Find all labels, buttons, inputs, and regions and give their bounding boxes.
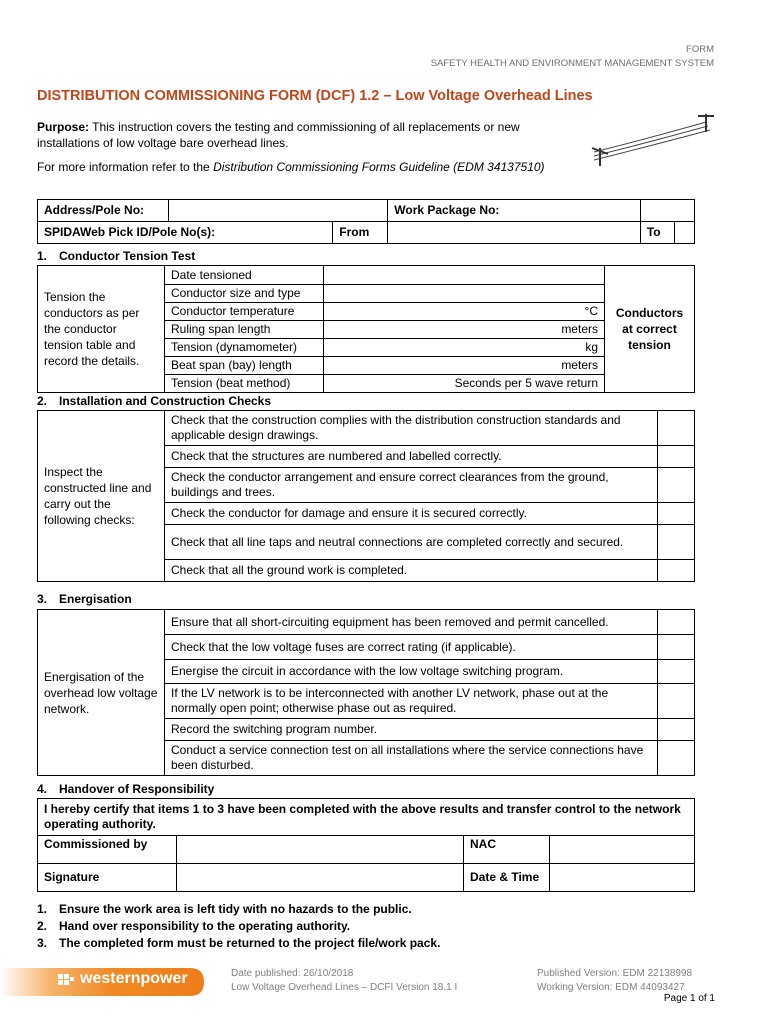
guideline-reference: Distribution Commissioning Forms Guideline (EDM 34137510) [213,160,545,174]
tension-row-label: Tension (beat method) [165,375,324,393]
check-item: Check that the low voltage fuses are correct rating (if applicable). [165,635,658,660]
commissioned-by-field[interactable] [177,836,464,864]
list-item: 2. Hand over responsibility to the operating authority. [37,919,351,933]
check-item: If the LV network is to be interconnected with another LV network, phase out at the normally open point; otherwise phase out as required. [165,684,658,719]
tension-row-value[interactable]: °C [324,303,605,321]
check-box[interactable] [658,411,695,446]
nac-field[interactable] [550,836,695,864]
check-item: Check that the structures are numbered and labelled correctly. [165,446,658,468]
tension-row-value[interactable]: meters [324,321,605,339]
installation-checks-table [37,410,695,582]
date-time-field[interactable] [550,864,695,892]
check-box[interactable] [658,741,695,776]
work-package-field[interactable] [640,200,694,222]
work-package-label: Work Package No: [388,200,641,222]
check-item: Ensure that all short-circuiting equipment has been removed and permit cancelled. [165,610,658,635]
from-field[interactable] [388,222,641,244]
form-title: DISTRIBUTION COMMISSIONING FORM (DCF) 1.2 – Low Voltage Overhead Lines [37,88,593,104]
energisation-table [37,609,695,776]
check-item: Energise the circuit in accordance with the low voltage switching program. [165,660,658,684]
section-1-instruction: Tension the conductors as per the conductor tension table and record the details. [38,266,165,393]
check-item: Conduct a service connection test on all installations where the service connections have been disturbed. [165,741,658,776]
tension-row-value[interactable]: meters [324,357,605,375]
check-item: Record the switching program number. [165,719,658,741]
document-header [431,43,714,71]
address-label: Address/Pole No: [38,200,169,222]
check-box[interactable] [658,503,695,525]
signature-field[interactable] [177,864,464,892]
address-field[interactable] [169,200,388,222]
logo-text: westernpower [80,970,188,987]
tension-row-label: Beat span (bay) length [165,357,324,375]
handover-table [37,798,695,892]
more-info-paragraph [37,159,577,175]
commissioned-by-label: Commissioned by [38,836,177,864]
tension-row-value[interactable]: Seconds per 5 wave return [324,375,605,393]
purpose-label: Purpose: [37,120,90,134]
check-box[interactable] [658,635,695,660]
page-number: Page 1 of 1 [663,993,715,1004]
list-item: 1. Ensure the work area is left tidy with no hazards to the public. [37,902,412,916]
date-published: Date published: 26/10/2018 [231,968,354,979]
date-time-label: Date & Time [464,864,550,892]
tension-row-value[interactable]: kg [324,339,605,357]
to-label: To [640,222,674,244]
check-box[interactable] [658,525,695,560]
list-item: 3. The completed form must be returned to the project file/work pack. [37,936,441,950]
section-3-heading: 3. Energisation [37,592,132,606]
section-2-instruction: Inspect the constructed line and carry out the following checks: [38,411,165,582]
overhead-line-icon [590,108,720,170]
document-line: Low Voltage Overhead Lines – DCFI Version 18.1 I [231,982,458,993]
check-box[interactable] [658,560,695,582]
form-label: FORM [686,44,714,55]
final-instructions [37,901,440,952]
conductor-tension-table [37,265,695,393]
nac-label: NAC [464,836,550,864]
tension-row-value[interactable] [324,285,605,303]
check-box[interactable] [658,446,695,468]
purpose-paragraph [37,119,577,151]
section-2-heading: 2. Installation and Construction Checks [37,394,272,408]
footer-version-info [537,967,692,995]
check-item: Check that all the ground work is completed. [165,560,658,582]
purpose-text: This instruction covers the testing and commissioning of all replacements or new installations of low voltage bare overhead lines. [37,120,520,150]
more-info-prefix: For more information refer to the [37,160,214,174]
section-3-instruction: Energisation of the overhead low voltage network. [38,610,165,776]
footer-document-info [231,967,457,995]
published-version: Published Version: EDM 22138998 [537,968,693,979]
check-item: Check that the construction complies with the distribution construction standards and applicable design drawings. [165,411,658,446]
tension-row-label: Conductor temperature [165,303,324,321]
tension-row-label: Date tensioned [165,266,324,285]
certification-statement: I hereby certify that items 1 to 3 have been completed with the above results and transfer control to the network operating authority. [38,799,695,836]
check-box[interactable] [658,684,695,719]
tension-row-value[interactable] [324,266,605,285]
identification-table [37,199,695,244]
spida-label: SPIDAWeb Pick ID/Pole No(s): [38,222,333,244]
tension-row-label: Conductor size and type [165,285,324,303]
to-field[interactable] [674,222,694,244]
from-label: From [333,222,388,244]
check-item: Check the conductor for damage and ensure it is secured correctly. [165,503,658,525]
section-4-heading: 4. Handover of Responsibility [37,782,215,796]
section-1-heading: 1. Conductor Tension Test [37,249,196,263]
check-box[interactable] [658,660,695,684]
tension-row-label: Tension (dynamometer) [165,339,324,357]
check-box[interactable] [658,610,695,635]
signature-label: Signature [38,864,177,892]
check-item: Check that all line taps and neutral connections are completed correctly and secured. [165,525,658,560]
working-version: Working Version: EDM 44093427 [537,982,685,993]
system-name: SAFETY HEALTH AND ENVIRONMENT MANAGEMENT SYSTEM [430,58,714,69]
check-box[interactable] [658,719,695,741]
check-box[interactable] [658,468,695,503]
check-item: Check the conductor arrangement and ensure correct clearances from the ground, buildings and trees. [165,468,658,503]
tension-row-label: Ruling span length [165,321,324,339]
section-1-result[interactable]: Conductors at correct tension [605,266,695,393]
